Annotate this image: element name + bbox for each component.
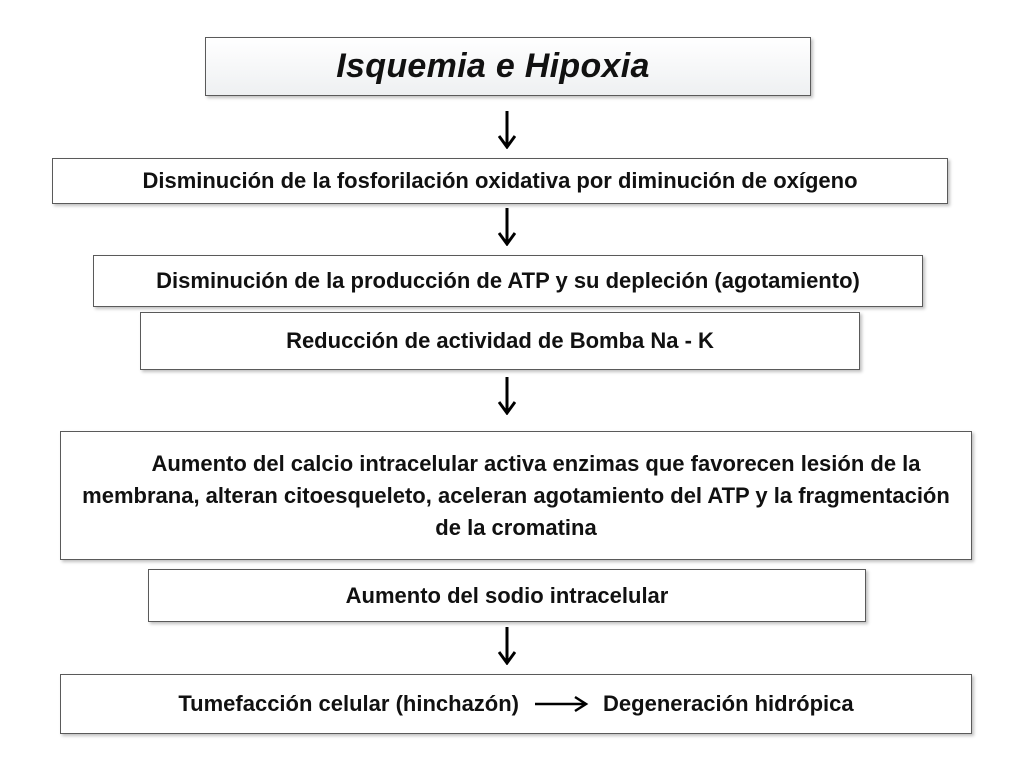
step-label: Aumento del sodio intracelular [345,582,669,608]
arrow-down-icon [498,111,516,149]
cell-swelling-label: Tumefacción celular (hinchazón) [178,691,520,716]
title-box [205,37,811,96]
step-cell-swelling [60,674,972,734]
step-label: Reducción de actividad de Bomba Na - K [286,328,714,353]
outcome-row [178,688,853,720]
arrow-down-icon [498,377,516,415]
arrow-down-icon [498,208,516,246]
step-label: Disminución de la fosforilación oxidativa por diminución de oxígeno [142,168,858,193]
hydropic-degeneration-label: Degeneración hidrópica [603,691,854,716]
step-na-k-pump [140,312,860,370]
diagram-title: Isquemia e Hipoxia [336,47,650,85]
step-label: Disminución de la producción de ATP y su depleción (agotamiento) [156,268,860,293]
step-label: Aumento del calcio intracelular activa enzimas que favorecen lesión de la membrana, alteran citoesqueleto, aceleran agotamiento del ATP y la fragmentación de la cromatina [82,450,950,540]
step-atp-depletion [93,255,923,307]
step-intracellular-sodium [148,569,866,622]
step-intracellular-calcium [60,431,972,560]
arrow-right-icon [533,694,589,714]
step-oxidative-phosphorylation [52,158,948,204]
arrow-down-icon [498,627,516,665]
